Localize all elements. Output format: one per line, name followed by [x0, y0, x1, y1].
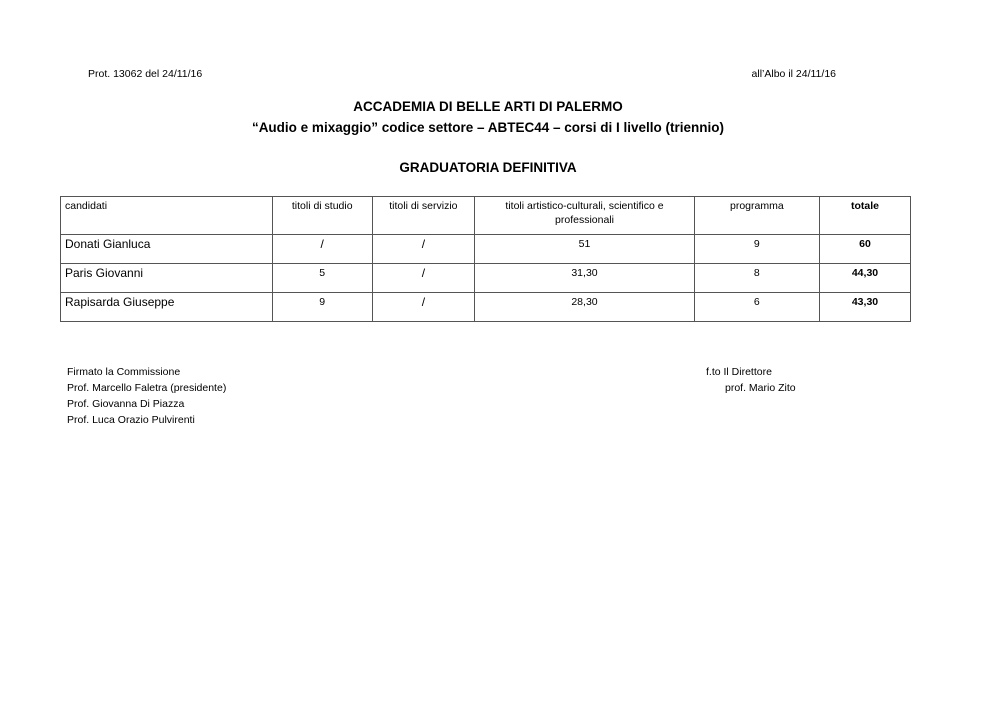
programma-cell: 6: [694, 293, 819, 322]
column-header-titoli-servizio: titoli di servizio: [372, 197, 475, 235]
commission-member: Prof. Luca Orazio Pulvirenti: [67, 414, 195, 426]
titoli-studio-cell: 9: [272, 293, 372, 322]
column-header-programma: programma: [694, 197, 819, 235]
table-header-row: [61, 197, 911, 235]
titoli-artistici-cell: 28,30: [475, 293, 694, 322]
commission-member: Prof. Giovanna Di Piazza: [67, 398, 185, 410]
institution-title: ACCADEMIA DI BELLE ARTI DI PALERMO: [353, 99, 623, 114]
table-row: [61, 293, 911, 322]
titoli-servizio-cell: /: [372, 264, 475, 293]
totale-cell: 60: [819, 235, 910, 264]
titoli-artistici-cell: 31,30: [475, 264, 694, 293]
ranking-title: GRADUATORIA DEFINITIVA: [399, 160, 577, 175]
totale-cell: 43,30: [819, 293, 910, 322]
table-row: [61, 235, 911, 264]
column-header-titoli-artistici: titoli artistico-culturali, scientifico e professionali: [475, 197, 694, 235]
table-row: [61, 264, 911, 293]
candidate-name: Donati Gianluca: [61, 235, 273, 264]
commission-block: [67, 364, 226, 428]
totale-cell: 44,30: [819, 264, 910, 293]
programma-cell: 8: [694, 264, 819, 293]
course-title: “Audio e mixaggio” codice settore – ABTEC44 – corsi di I livello (triennio): [251, 120, 725, 135]
titoli-servizio-cell: /: [372, 293, 475, 322]
director-name: prof. Mario Zito: [725, 382, 796, 394]
ranking-table: [60, 196, 911, 322]
commission-member: Prof. Marcello Faletra (presidente): [67, 382, 227, 394]
commission-heading: Firmato la Commissione: [67, 366, 181, 378]
director-label: f.to Il Direttore: [706, 366, 772, 378]
titoli-studio-cell: 5: [272, 264, 372, 293]
albo-date: all’Albo il 24/11/16: [751, 68, 836, 80]
column-header-totale: totale: [819, 197, 910, 235]
titoli-artistici-cell: 51: [475, 235, 694, 264]
candidate-name: Paris Giovanni: [61, 264, 273, 293]
column-header-candidati: candidati: [61, 197, 273, 235]
titoli-studio-cell: /: [272, 235, 372, 264]
protocol-number: Prot. 13062 del 24/11/16: [88, 68, 203, 80]
candidate-name: Rapisarda Giuseppe: [61, 293, 273, 322]
programma-cell: 9: [694, 235, 819, 264]
titoli-servizio-cell: /: [372, 235, 475, 264]
column-header-titoli-studio: titoli di studio: [272, 197, 372, 235]
